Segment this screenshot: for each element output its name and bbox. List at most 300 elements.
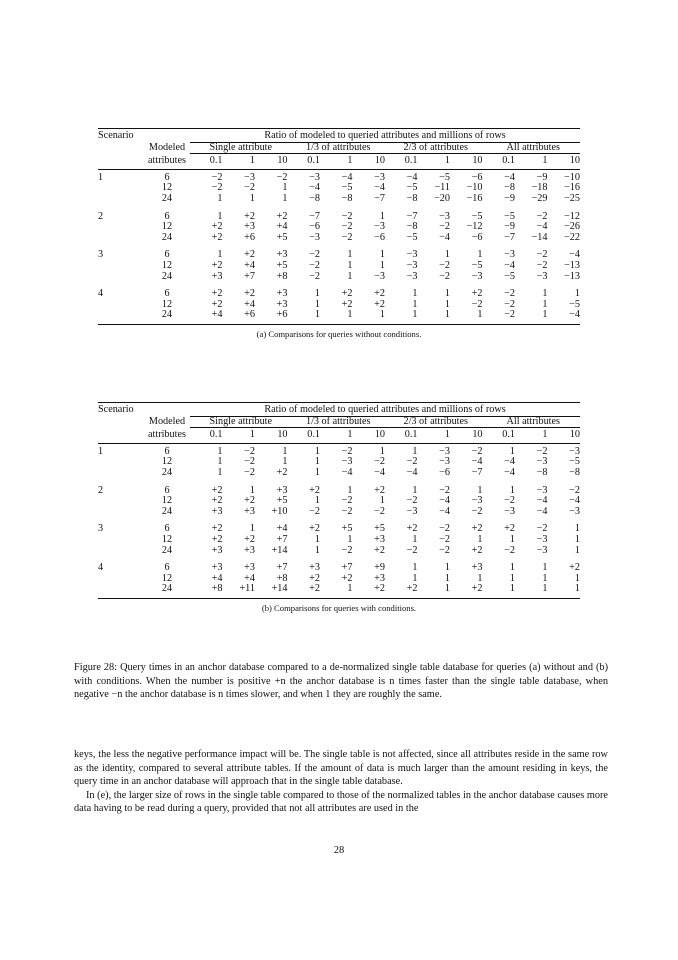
value-cell: −8 [504,182,515,194]
value-cell: −2 [341,505,353,517]
modeled-cell: 12 [161,259,173,271]
value-cell: −2 [309,249,320,261]
value-cell: +6 [276,309,288,321]
value-cell: −6 [471,171,483,183]
group-header: 1/3 of attributes [288,416,386,428]
sub-header-row [98,154,580,170]
table-caption: (b) Comparisons for queries with conditions. [261,602,417,613]
group-header: Single attribute [190,142,288,154]
value-cell: +2 [244,210,255,222]
header-spacer [98,416,144,428]
scenario-cell: 1 [98,445,104,457]
page-number: 28 [333,845,345,856]
bottom-rule [98,595,580,599]
value-cell: −5 [569,456,580,468]
value-cell: −4 [504,456,515,468]
value-cell: +6 [244,309,255,321]
value-cell: +2 [276,210,288,222]
value-cell: −2 [341,221,353,233]
sub-header: 10 [450,154,483,170]
ratio-header: Ratio of modeled to queried attributes and millions of rows [190,403,580,417]
value-cell: −2 [439,533,450,545]
scenario-cell [98,546,144,557]
table-a [98,128,580,339]
sub-header: 1 [223,154,256,170]
value-cell: −2 [536,259,548,271]
value-cell: −2 [211,171,223,183]
value-cell: −3 [244,171,255,183]
table-row [98,272,580,283]
value-cell: −6 [439,466,450,478]
modeled-cell: 12 [161,221,173,233]
value-cell: 1 [217,445,223,457]
value-cell: 1 [314,456,320,468]
header-spacer [98,428,144,444]
sub-header: 0.1 [385,428,418,444]
value-cell: +2 [244,495,255,507]
scenario-cell: 3 [98,249,104,261]
value-cell: −5 [569,298,580,310]
value-cell: −3 [536,484,548,496]
value-cell: +14 [271,583,288,595]
value-cell: 1 [412,309,418,321]
scenario-cell [98,300,144,311]
value-cell: −4 [439,231,450,243]
value-cell: −2 [504,298,515,310]
value-cell: 1 [347,259,353,271]
header-row [98,403,580,417]
value-cell: 1 [412,445,418,457]
sub-header: 10 [450,428,483,444]
header-row [98,129,580,143]
value-cell: −3 [309,171,320,183]
value-cell: −7 [406,210,418,222]
value-cell: 1 [444,298,450,310]
value-cell: +3 [374,533,385,545]
modeled-cell: 24 [161,309,173,321]
value-cell: +11 [239,583,255,595]
value-cell: −2 [536,210,548,222]
value-cell: 1 [444,562,450,574]
value-cell: −3 [406,259,418,271]
value-cell: +2 [341,298,353,310]
value-cell: +3 [244,221,255,233]
results-table [98,402,580,599]
scenario-cell: 2 [98,484,104,496]
value-cell: +7 [276,562,288,574]
value-cell: −2 [244,445,255,457]
value-cell: 1 [282,192,288,204]
value-cell: −2 [471,445,483,457]
value-cell: −5 [504,210,515,222]
value-cell: −2 [341,544,353,556]
value-cell: +2 [211,484,223,496]
value-cell: 1 [509,562,515,574]
value-cell: +5 [341,523,353,535]
value-cell: +5 [374,523,385,535]
value-cell: −3 [406,249,418,261]
scenario-header: Scenario [98,403,144,417]
value-cell: +8 [211,583,223,595]
value-cell: 1 [217,249,223,261]
value-cell: −9 [504,221,515,233]
value-cell: −20 [434,192,450,204]
table-b [98,402,580,613]
value-cell: −16 [564,182,580,194]
value-cell: 1 [217,456,223,468]
value-cell: 1 [314,445,320,457]
value-cell: −4 [504,171,515,183]
value-cell: −2 [406,544,418,556]
sub-header: 1 [515,154,548,170]
value-cell: +2 [211,495,223,507]
modeled-header-line2: attributes [144,428,190,444]
value-cell: 1 [314,544,320,556]
table-row [98,468,580,479]
header-spacer [144,129,190,143]
value-cell: −2 [211,182,223,194]
value-cell: +4 [211,572,223,584]
scenario-cell [98,457,144,468]
scenario-cell [98,183,144,194]
value-cell: −29 [531,192,548,204]
value-cell: 1 [282,445,288,457]
value-cell: 1 [379,249,385,261]
table-row [98,535,580,546]
value-cell: −2 [504,309,515,321]
table-row [98,310,580,321]
value-cell: −5 [406,231,418,243]
value-cell: 1 [347,583,353,595]
modeled-cell: 6 [164,523,170,535]
value-cell: −3 [374,270,385,282]
value-cell: −9 [536,171,548,183]
value-cell: −2 [374,505,385,517]
value-cell: −6 [309,221,320,233]
bottom-rule [98,321,580,325]
value-cell: 1 [412,288,418,300]
value-cell: −16 [466,192,483,204]
value-cell: −2 [244,466,255,478]
table-row [98,194,580,205]
value-cell: −4 [536,495,548,507]
value-cell: −8 [536,466,548,478]
sub-header: 1 [320,154,353,170]
modeled-cell: 12 [161,495,173,507]
value-cell: 1 [314,495,320,507]
value-cell: +2 [471,288,483,300]
value-cell: +4 [244,298,255,310]
table-row [98,584,580,595]
value-cell: 1 [314,298,320,310]
value-cell: −2 [341,445,353,457]
table-caption: (a) Comparisons for queries without conditions. [256,328,422,339]
value-cell: +5 [276,495,288,507]
value-cell: −6 [374,231,385,243]
value-cell: −4 [536,505,548,517]
value-cell: +2 [211,533,223,545]
group-header: 2/3 of attributes [385,142,483,154]
value-cell: 1 [282,182,288,194]
value-cell: −5 [471,259,483,271]
value-cell: −2 [439,523,450,535]
modeled-cell: 6 [164,171,170,183]
value-cell: −4 [504,259,515,271]
value-cell: −7 [374,192,385,204]
group-gap [98,556,580,563]
modeled-cell: 24 [161,505,173,517]
modeled-cell: 12 [161,533,173,545]
value-cell: −4 [504,466,515,478]
value-cell: −2 [504,495,515,507]
value-cell: +3 [211,270,223,282]
value-cell: −2 [244,456,255,468]
scenario-cell [98,233,144,244]
value-cell: −8 [406,221,418,233]
value-cell: 1 [477,572,483,584]
value-cell: +2 [309,523,320,535]
modeled-cell: 6 [164,210,170,222]
value-cell: −2 [504,544,515,556]
value-cell: +2 [374,484,385,496]
scenario-cell: 4 [98,562,104,574]
scenario-header: Scenario [98,129,144,143]
value-cell: 1 [477,484,483,496]
value-cell: 1 [347,484,353,496]
value-cell: +4 [276,221,288,233]
value-cell: +3 [471,562,483,574]
value-cell: +14 [271,544,288,556]
value-cell: +2 [504,523,515,535]
value-cell: +2 [341,288,353,300]
value-cell: −4 [569,309,580,321]
group-header: 2/3 of attributes [385,416,483,428]
value-cell: +2 [244,533,255,545]
value-cell: −5 [504,270,515,282]
sub-header: 10 [255,428,288,444]
value-cell: +4 [211,309,223,321]
value-cell: +2 [244,249,255,261]
value-cell: −18 [531,182,548,194]
value-cell: +4 [244,259,255,271]
value-cell: −3 [439,456,450,468]
value-cell: −6 [471,231,483,243]
value-cell: 1 [412,572,418,584]
value-cell: −5 [439,171,450,183]
value-cell: 1 [314,309,320,321]
table-row [98,233,580,244]
value-cell: 1 [379,309,385,321]
group-header-row [98,142,580,154]
value-cell: +3 [276,249,288,261]
value-cell: 1 [412,533,418,545]
value-cell: −2 [341,231,353,243]
table-row [98,507,580,518]
value-cell: −3 [374,221,385,233]
value-cell: −2 [439,544,450,556]
value-cell: 1 [444,572,450,584]
value-cell: 1 [314,466,320,478]
scenario-cell: 2 [98,210,104,222]
value-cell: 1 [282,456,288,468]
value-cell: +2 [211,298,223,310]
value-cell: +2 [276,466,288,478]
value-cell: −2 [406,495,418,507]
value-cell: −8 [406,192,418,204]
sub-header-row [98,428,580,444]
value-cell: +2 [211,221,223,233]
value-cell: 1 [444,288,450,300]
value-cell: 1 [574,544,580,556]
value-cell: +3 [276,298,288,310]
sub-header: 0.1 [288,154,321,170]
value-cell: +3 [276,484,288,496]
value-cell: 1 [217,210,223,222]
sub-header: 1 [418,428,451,444]
value-cell: −4 [341,171,353,183]
value-cell: −10 [466,182,483,194]
value-cell: 1 [444,583,450,595]
modeled-cell: 24 [161,270,173,282]
value-cell: −4 [471,456,483,468]
value-cell: −2 [439,270,450,282]
value-cell: 1 [347,533,353,545]
value-cell: 1 [314,288,320,300]
value-cell: +2 [211,231,223,243]
modeled-header-line2: attributes [144,154,190,170]
value-cell: 1 [379,210,385,222]
value-cell: +2 [244,288,255,300]
value-cell: −4 [406,466,418,478]
value-cell: −2 [341,495,353,507]
value-cell: −25 [564,192,580,204]
modeled-cell: 12 [161,298,173,310]
value-cell: 1 [542,288,548,300]
value-cell: −2 [276,171,288,183]
value-cell: −3 [439,445,450,457]
value-cell: −3 [536,544,548,556]
scenario-cell [98,584,144,595]
modeled-cell: 6 [164,484,170,496]
value-cell: −2 [309,259,320,271]
value-cell: −5 [471,210,483,222]
table-row [98,546,580,557]
value-cell: +5 [276,259,288,271]
group-header-row [98,416,580,428]
value-cell: 1 [379,259,385,271]
value-cell: −2 [309,270,320,282]
value-cell: −4 [569,249,580,261]
scenario-cell [98,535,144,546]
sub-header: 1 [515,428,548,444]
value-cell: +3 [211,562,223,574]
value-cell: +2 [211,259,223,271]
value-cell: −3 [536,456,548,468]
value-cell: −3 [439,210,450,222]
value-cell: −4 [439,505,450,517]
sub-header: 1 [418,154,451,170]
value-cell: +3 [309,562,320,574]
value-cell: −3 [536,533,548,545]
value-cell: +3 [211,505,223,517]
value-cell: 1 [509,572,515,584]
value-cell: +3 [244,544,255,556]
body-paragraph-2: In (e), the larger size of rows in the single table compared to those of the normalized tables in the anchor database causes more data having to be read during a query, provided that not all attributes are used in the [74,789,608,815]
sub-header: 10 [548,154,581,170]
value-cell: 1 [249,484,255,496]
value-cell: −4 [439,495,450,507]
value-cell: 1 [574,583,580,595]
scenario-cell [98,574,144,585]
value-cell: 1 [574,572,580,584]
sub-header: 10 [255,154,288,170]
scenario-cell [98,272,144,283]
value-cell: 1 [347,309,353,321]
value-cell: 1 [249,192,255,204]
value-cell: 1 [542,309,548,321]
value-cell: −22 [564,231,580,243]
modeled-cell: 12 [161,456,173,468]
sub-header: 0.1 [483,428,516,444]
value-cell: 1 [509,445,515,457]
value-cell: +7 [276,533,288,545]
modeled-cell: 24 [161,583,173,595]
modeled-cell: 24 [161,466,173,478]
value-cell: −3 [569,445,580,457]
value-cell: −2 [471,298,483,310]
modeled-cell: 6 [164,249,170,261]
value-cell: −2 [536,249,548,261]
group-header: 1/3 of attributes [288,142,386,154]
value-cell: 1 [542,572,548,584]
value-cell: −4 [341,466,353,478]
value-cell: −4 [569,495,580,507]
value-cell: 1 [347,270,353,282]
modeled-cell: 24 [161,192,173,204]
value-cell: 1 [379,445,385,457]
value-cell: 1 [477,533,483,545]
modeled-cell: 12 [161,182,173,194]
value-cell: +2 [211,523,223,535]
value-cell: +2 [471,523,483,535]
value-cell: −3 [309,231,320,243]
value-cell: 1 [574,533,580,545]
value-cell: +8 [276,572,288,584]
value-cell: 1 [347,249,353,261]
value-cell: +2 [471,544,483,556]
value-cell: −11 [434,182,450,194]
value-cell: +2 [341,572,353,584]
value-cell: −4 [406,171,418,183]
value-cell: +10 [271,505,288,517]
value-cell: 1 [249,523,255,535]
value-cell: +2 [406,523,418,535]
sub-header: 10 [548,428,581,444]
value-cell: 1 [412,484,418,496]
value-cell: −4 [309,182,320,194]
value-cell: +9 [374,562,385,574]
value-cell: 1 [509,484,515,496]
ratio-header: Ratio of modeled to queried attributes and millions of rows [190,129,580,143]
header-spacer [144,403,190,417]
value-cell: 1 [217,192,223,204]
value-cell: +2 [309,583,320,595]
modeled-cell: 6 [164,562,170,574]
value-cell: −3 [536,270,548,282]
value-cell: +2 [569,562,580,574]
value-cell: 1 [509,533,515,545]
value-cell: −2 [504,288,515,300]
